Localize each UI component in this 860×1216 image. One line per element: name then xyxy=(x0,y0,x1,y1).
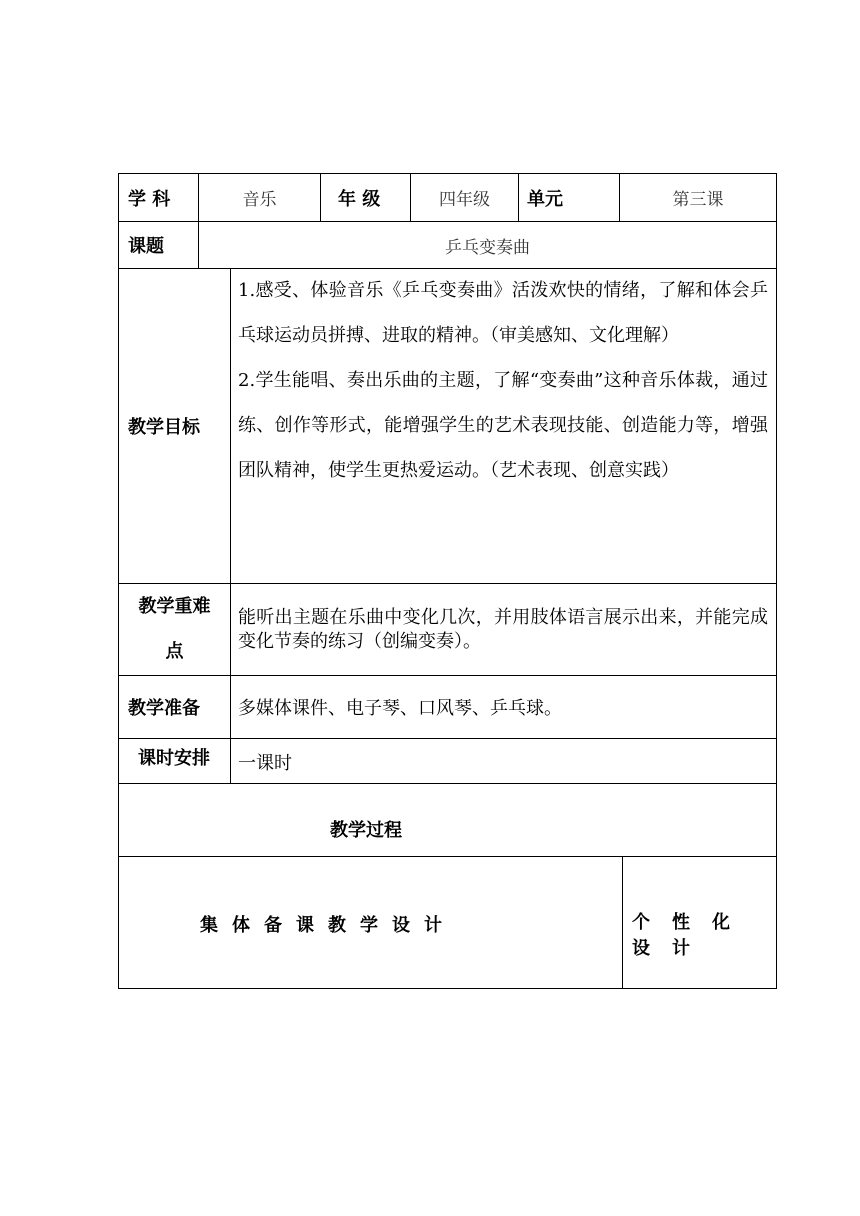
objectives-text: 1.感受、体验音乐《乒乓变奏曲》活泼欢快的情绪，了解和体会乒乓球运动员拼搏、进取的精神。（审美感知、文化理解） 2.学生能唱、奏出乐曲的主题，了解“变奏曲”这种音乐体裁，通过练、创作等形式，能增强学生的艺术表现技能、创造能力等，增强团队精神，使学生更热爱运动。（艺术表现、创意实践） xyxy=(238,280,768,481)
schedule-text: 一课时 xyxy=(238,753,292,774)
collective-design-heading: 集体备课教学设计 xyxy=(200,915,456,936)
col-divider xyxy=(518,173,519,221)
col-divider xyxy=(622,856,623,988)
preparation-label: 教学准备 xyxy=(128,698,200,719)
table-border-left xyxy=(118,173,119,989)
objectives-label: 教学目标 xyxy=(128,417,200,438)
grade-value: 四年级 xyxy=(439,190,490,210)
row-divider xyxy=(118,856,777,857)
personal-design-heading: 个性化设计 xyxy=(632,912,752,959)
table-border-bottom xyxy=(118,988,777,989)
topic-label: 课题 xyxy=(128,236,164,257)
subject-label: 学 科 xyxy=(128,188,171,210)
key-points-label: 教学重难点 xyxy=(138,596,211,662)
row-divider xyxy=(118,738,777,739)
col-divider xyxy=(320,173,321,221)
table-border-right xyxy=(776,173,777,989)
preparation-text: 多媒体课件、电子琴、口风琴、乒乓球。 xyxy=(238,698,562,719)
key-points-text: 能听出主题在乐曲中变化几次，并用肢体语言展示出来，并能完成变化节奏的练习（创编变奏）。 xyxy=(238,607,768,652)
schedule-label: 课时安排 xyxy=(138,748,210,769)
topic-value: 乒乓变奏曲 xyxy=(445,237,530,258)
col-divider xyxy=(230,268,231,783)
row-divider xyxy=(118,783,777,784)
unit-label: 单元 xyxy=(527,188,563,210)
unit-value: 第三课 xyxy=(672,190,724,210)
grade-label: 年 级 xyxy=(338,188,381,210)
subject-value: 音乐 xyxy=(242,190,277,210)
process-title: 教学过程 xyxy=(330,820,402,841)
